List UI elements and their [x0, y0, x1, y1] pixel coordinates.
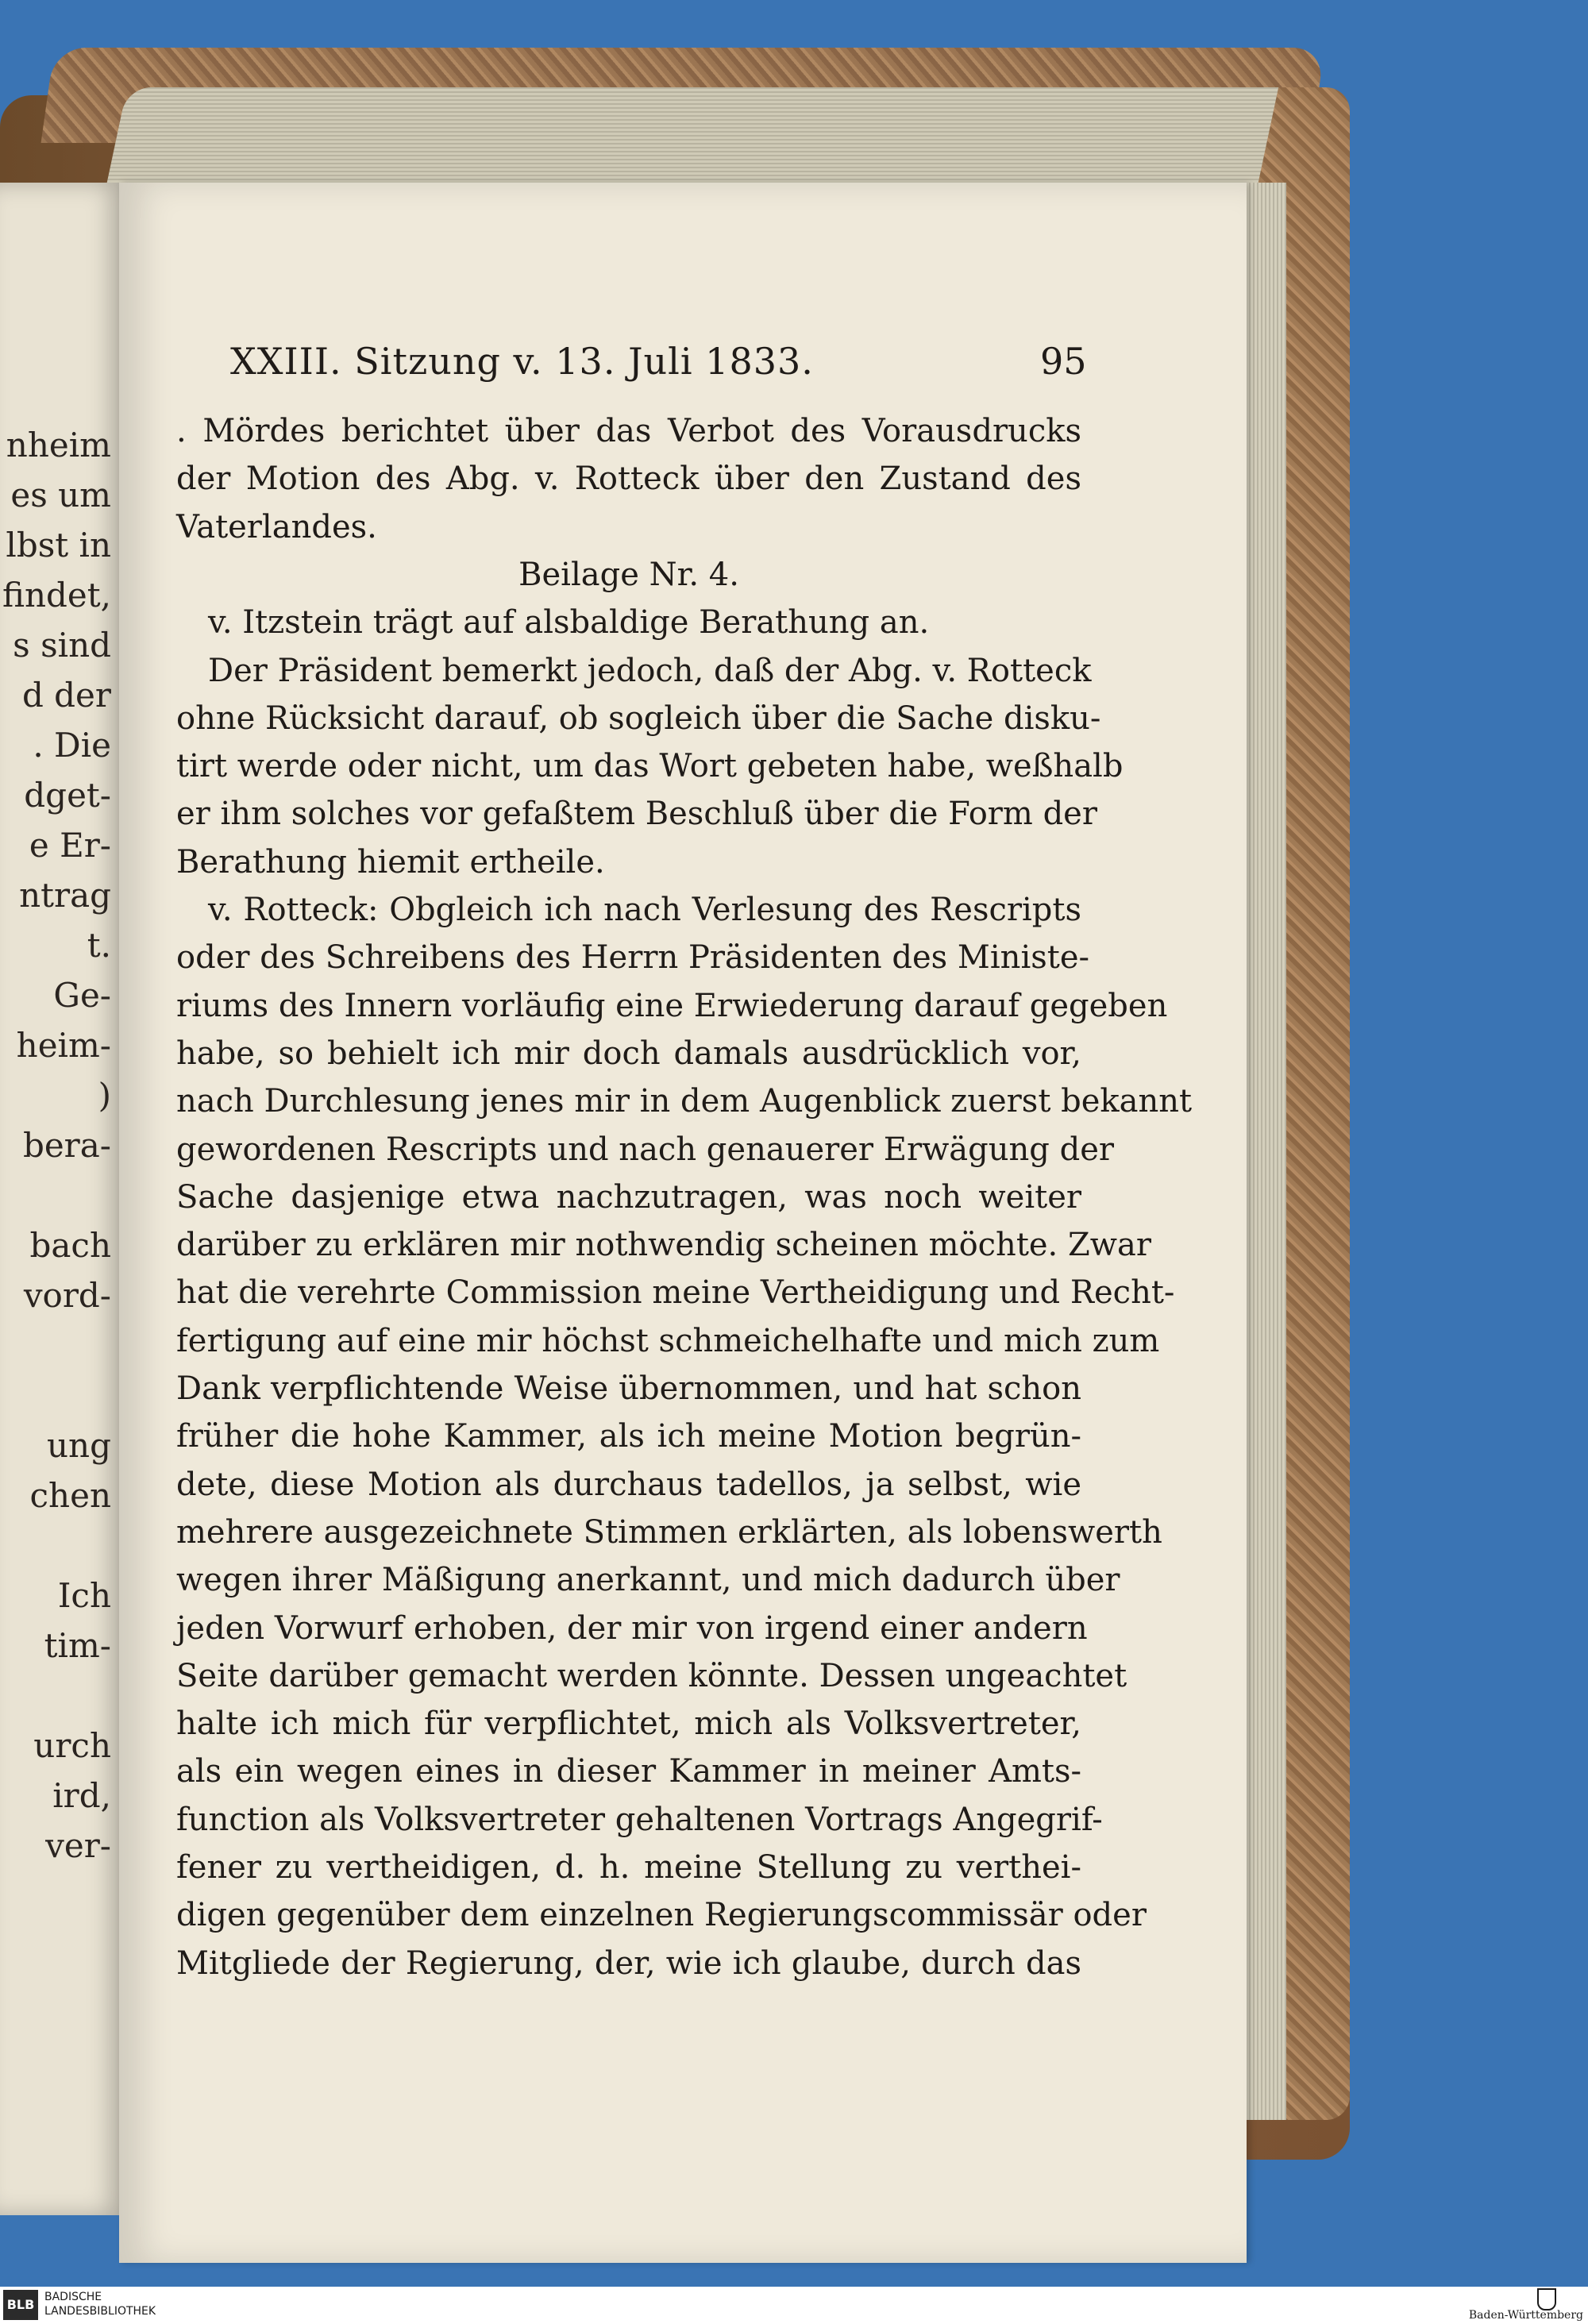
- text-line: wegen ihrer Mäßigung anerkannt, und mich dadurch über: [176, 1562, 1120, 1599]
- previous-page-line: ird,: [52, 1776, 111, 1815]
- state-name: Baden-Württemberg: [1468, 2309, 1583, 2322]
- library-name-line2: LANDESBIBLIOTHEK: [44, 2305, 156, 2318]
- text-line: mehrere ausgezeichnete Stimmen erklärten, als lobenswerth: [176, 1513, 1162, 1551]
- text-line: dete, diese Motion als durchaus tadellos, ja selbst, wie: [176, 1466, 1081, 1503]
- previous-page-line: Ich: [57, 1576, 111, 1615]
- text-line: Seite darüber gemacht werden könnte. Dessen ungeachtet: [176, 1657, 1127, 1694]
- library-name: [44, 2290, 156, 2318]
- previous-page-line: es um: [10, 476, 111, 515]
- previous-page-line: nheim: [6, 426, 111, 464]
- previous-page-line: vord-: [23, 1276, 111, 1315]
- previous-page-line: lbst in: [6, 526, 111, 565]
- text-line: der Motion des Abg. v. Rotteck über den Zustand des: [176, 461, 1081, 498]
- previous-page-line: chen: [29, 1476, 111, 1515]
- previous-page-line: bera-: [22, 1126, 111, 1165]
- previous-page-line: e Er-: [29, 826, 111, 865]
- text-line: function als Volksvertreter gehaltenen Vortrags Angegrif-: [176, 1801, 1103, 1838]
- library-logo: BLB: [3, 2290, 38, 2320]
- text-line: nach Durchlesung jenes mir in dem Augenblick zuerst bekannt: [176, 1083, 1193, 1120]
- previous-page-line: ver-: [45, 1826, 111, 1865]
- text-line: Der Präsident bemerkt jedoch, daß der Abg. v. Rotteck: [208, 652, 1092, 689]
- previous-page-line: ): [98, 1076, 111, 1115]
- previous-page-line: bach: [29, 1226, 111, 1265]
- text-line: Dank verpflichtende Weise übernommen, und hat schon: [176, 1370, 1081, 1407]
- previous-page-line: heim-: [16, 1026, 111, 1065]
- previous-page-line: . Die: [33, 726, 111, 765]
- running-title: XXIII. Sitzung v. 13. Juli 1833.: [230, 340, 814, 383]
- previous-page-line: tim-: [44, 1626, 111, 1665]
- text-line: gewordenen Rescripts und nach genauerer Erwägung der: [176, 1131, 1114, 1168]
- previous-page-line: urch: [33, 1726, 111, 1765]
- previous-page-line: dget-: [24, 776, 111, 815]
- library-name-line1: BADISCHE: [44, 2291, 102, 2303]
- text-line: digen gegenüber dem einzelnen Regierungscommissär oder: [176, 1897, 1147, 1934]
- state-crest-icon: [1537, 2288, 1556, 2311]
- text-line: Sache dasjenige etwa nachzutragen, was noch weiter: [176, 1178, 1081, 1216]
- text-line: jeden Vorwurf erhoben, der mir von irgend einer andern: [176, 1609, 1088, 1647]
- text-line: v. Rotteck: Obgleich ich nach Verlesung des Rescripts: [208, 892, 1081, 928]
- previous-page-line: ung: [47, 1426, 111, 1465]
- text-line: fener zu vertheidigen, d. h. meine Stellung zu verthei-: [176, 1849, 1081, 1886]
- text-line: ohne Rücksicht darauf, ob sogleich über die Sache disku-: [176, 700, 1101, 737]
- text-line: riums des Innern vorläufig eine Erwiederung darauf gegeben: [176, 987, 1168, 1024]
- text-line: v. Itzstein trägt auf alsbaldige Berathung an.: [208, 604, 930, 642]
- previous-page-line: d der: [21, 676, 111, 715]
- previous-page-line: findet,: [2, 576, 111, 615]
- text-line: als ein wegen eines in dieser Kammer in meiner Amts-: [176, 1753, 1081, 1790]
- text-line: oder des Schreibens des Herrn Präsidenten des Ministe-: [176, 939, 1090, 977]
- previous-page-line: ntrag: [19, 876, 111, 915]
- text-line: hat die verehrte Commission meine Vertheidigung und Recht-: [176, 1274, 1175, 1312]
- text-line: Beilage Nr. 4.: [518, 556, 739, 593]
- text-line: fertigung auf eine mir höchst schmeichelhafte und mich zum: [176, 1322, 1160, 1359]
- previous-page-line: Ge-: [53, 976, 111, 1015]
- text-line: Vaterlandes.: [176, 508, 377, 545]
- text-line: früher die hohe Kammer, als ich meine Motion begrün-: [176, 1418, 1081, 1455]
- text-line: habe, so behielt ich mir doch damals ausdrücklich vor,: [176, 1035, 1081, 1072]
- footer-bar: [0, 2287, 1588, 2324]
- previous-page-line: t.: [87, 926, 111, 965]
- text-line: . Mördes berichtet über das Verbot des Vorausdrucks: [176, 413, 1081, 449]
- text-line: Mitgliede der Regierung, der, wie ich glaube, durch das: [176, 1944, 1081, 1982]
- text-line: darüber zu erklären mir nothwendig scheinen möchte. Zwar: [176, 1227, 1151, 1264]
- text-line: tirt werde oder nicht, um das Wort gebeten habe, weßhalb: [176, 748, 1124, 785]
- previous-page-line: s sind: [13, 626, 111, 665]
- page-number: 95: [1040, 340, 1087, 383]
- text-line: er ihm solches vor gefaßtem Beschluß über die Form der: [176, 796, 1097, 833]
- text-line: Berathung hiemit ertheile.: [176, 843, 605, 881]
- text-line: halte ich mich für verpflichtet, mich als Volksvertreter,: [176, 1705, 1081, 1743]
